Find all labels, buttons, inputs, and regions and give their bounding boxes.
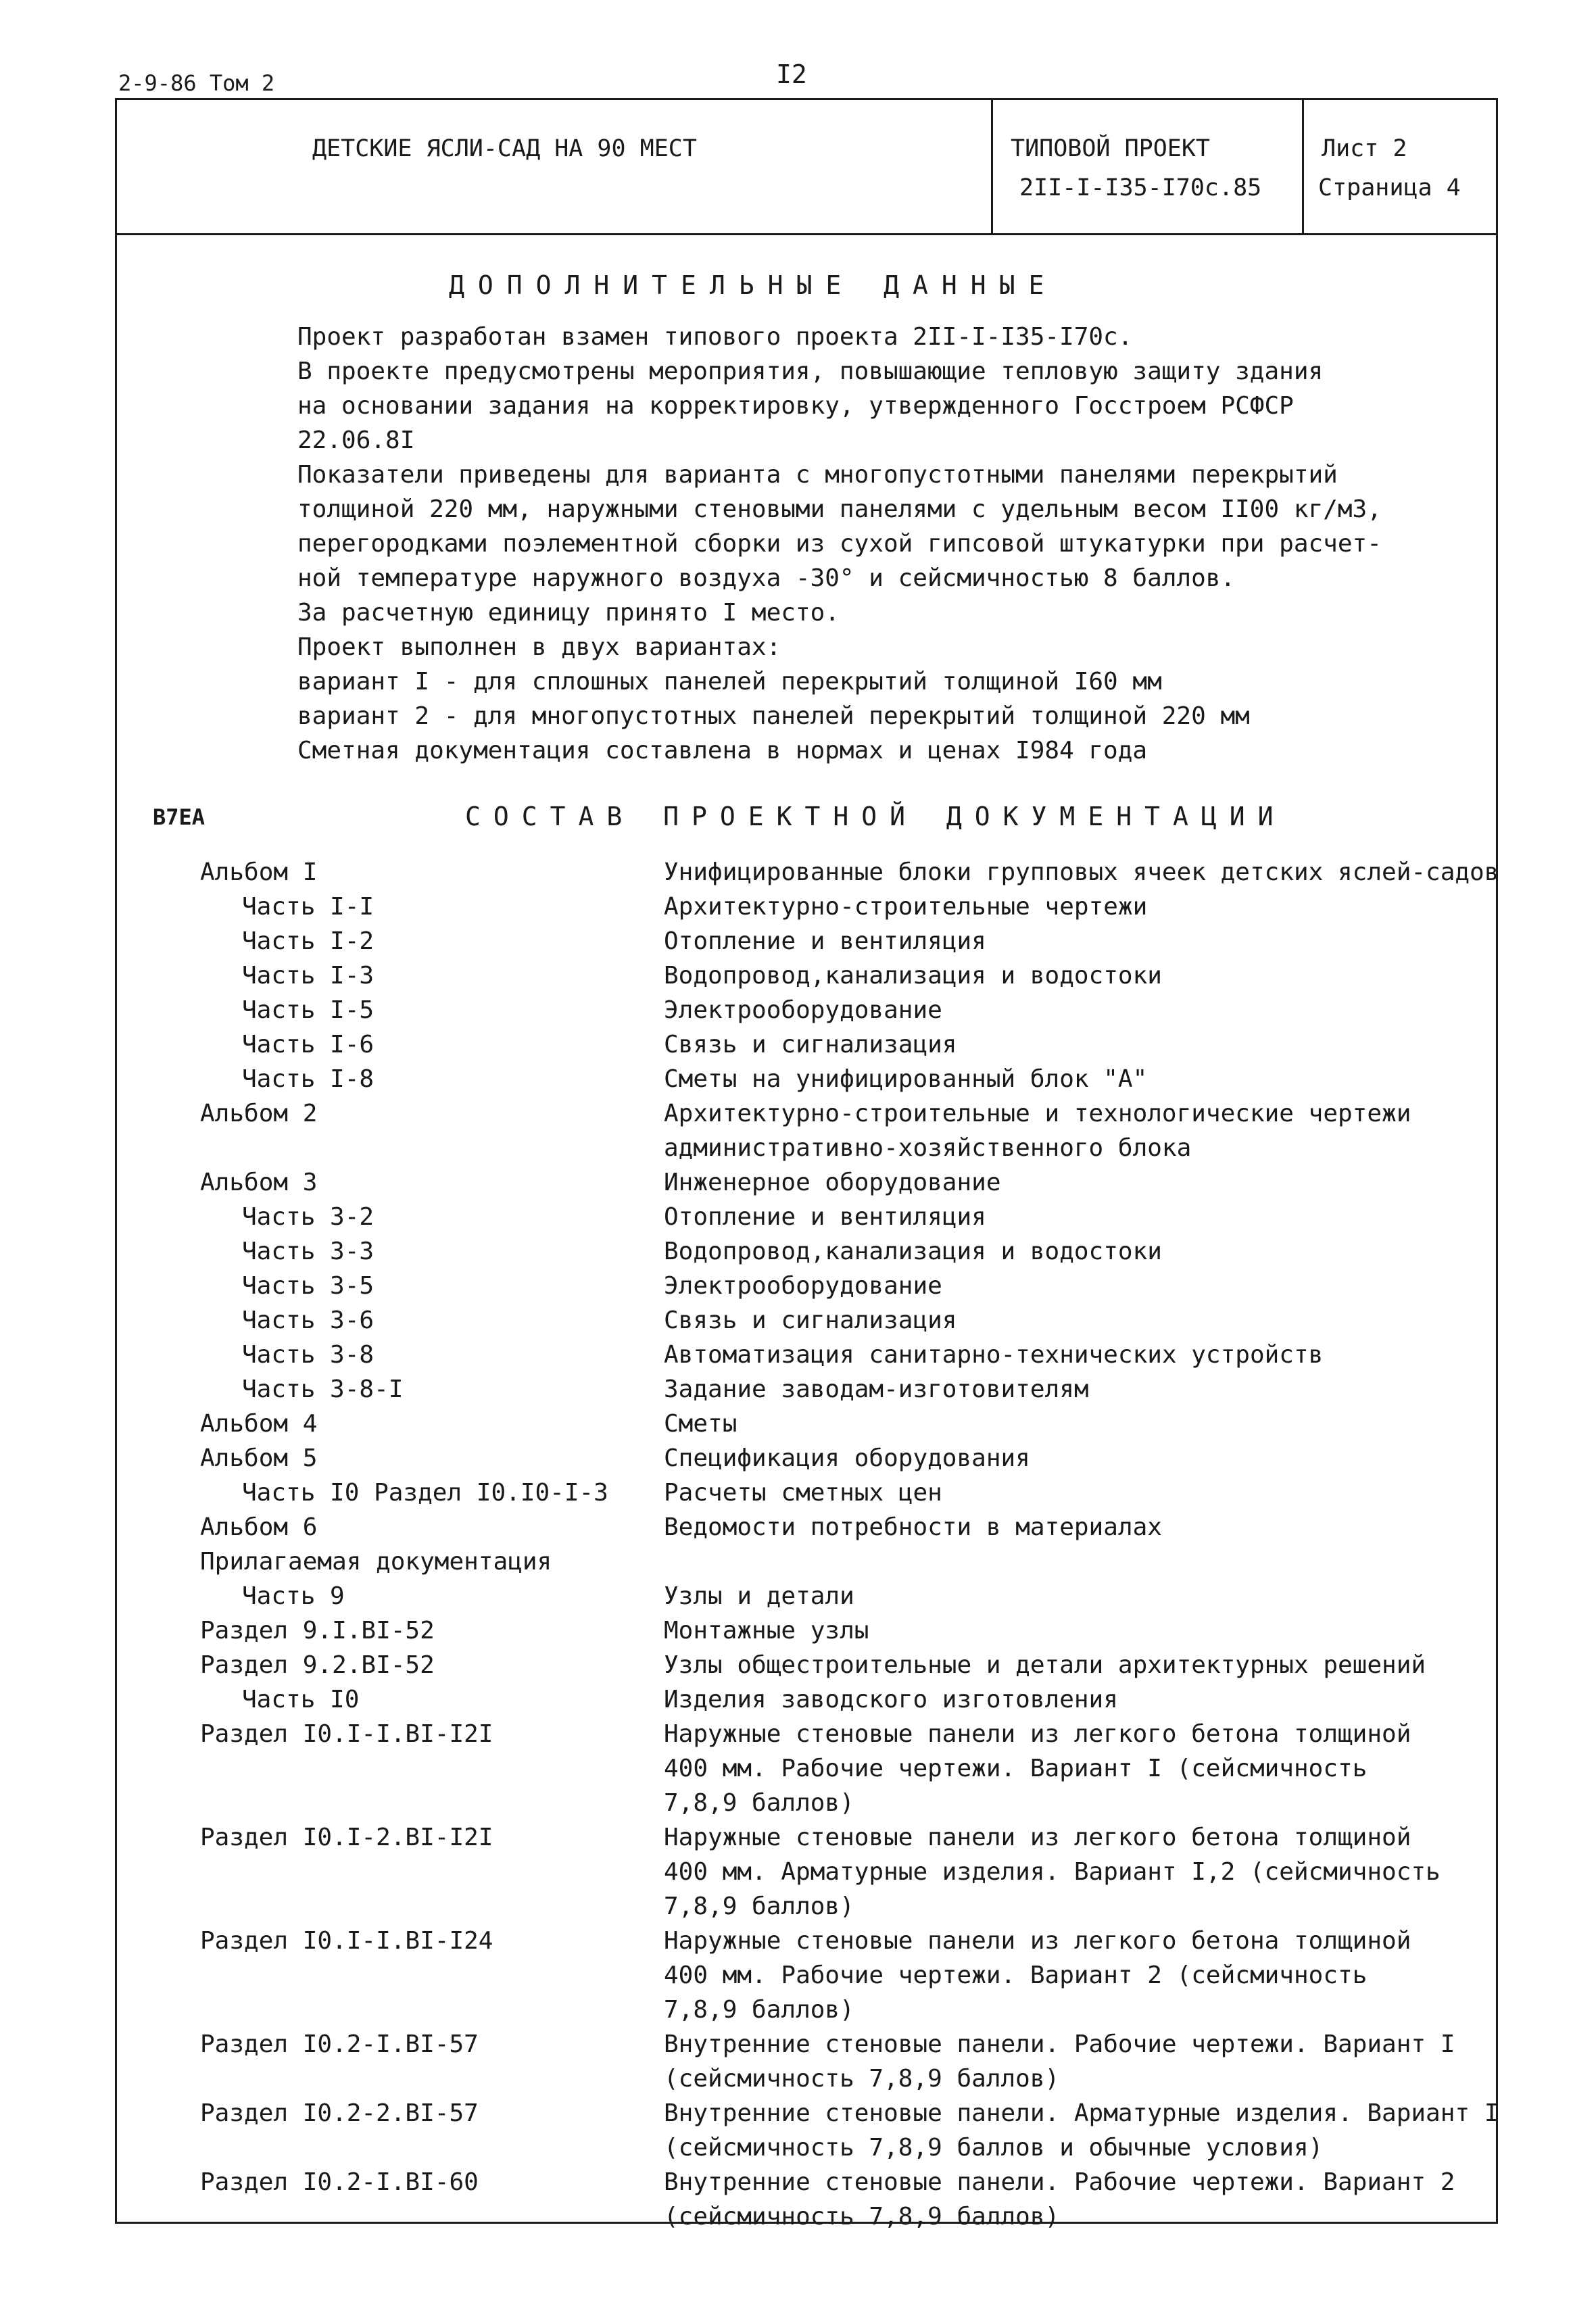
composition-row [0, 1682, 1596, 1717]
composition-item-code: Альбом I [200, 858, 318, 886]
composition-item-code: Раздел I0.I-2.BI-I2I [200, 1824, 493, 1851]
composition-item-description: Расчеты сметных цен [664, 1479, 942, 1507]
additional-data-line: на основании задания на корректировку, утвержденного Госстроем РСФСР [297, 392, 1294, 420]
composition-item-description: Внутренние стеновые панели. Рабочие чертежи. Вариант I [664, 2030, 1455, 2058]
composition-item-code: Часть 3-2 [242, 1203, 374, 1231]
additional-data-line: Сметная документация составлена в нормах и ценах I984 года [297, 737, 1148, 764]
composition-row [0, 1855, 1596, 1889]
composition-row [0, 1889, 1596, 1924]
composition-row [0, 1958, 1596, 1993]
composition-row [0, 1924, 1596, 1958]
composition-item-code: Часть I-2 [242, 927, 374, 955]
composition-row [0, 1441, 1596, 1476]
composition-row [0, 2096, 1596, 2130]
composition-item-description: Инженерное оборудование [664, 1169, 1001, 1196]
header-divider [115, 233, 1498, 235]
composition-item-description: Сметы на унифицированный блок "А" [664, 1065, 1148, 1093]
composition-item-description: Отопление и вентиляция [664, 1203, 986, 1231]
composition-item-code: Прилагаемая документация [200, 1548, 552, 1576]
header-col-divider-1 [991, 98, 993, 235]
additional-data-line: вариант 2 - для многопустотных панелей перекрытий толщиной 220 мм [297, 702, 1250, 730]
composition-row [0, 1717, 1596, 1751]
composition-item-description: Архитектурно-строительные и технологические чертежи [664, 1100, 1411, 1127]
composition-item-description: Электрооборудование [664, 1272, 942, 1300]
composition-list [0, 855, 1596, 2234]
composition-item-description: (сейсмичность 7,8,9 баллов) [664, 2065, 1060, 2093]
composition-item-description: Водопровод,канализация и водостоки [664, 962, 1162, 990]
composition-item-code: Часть I0 Раздел I0.I0-I-3 [242, 1479, 608, 1507]
project-code: 2II-I-I35-I70с.85 [1019, 174, 1262, 201]
composition-item-code: Альбом 6 [200, 1513, 318, 1541]
composition-item-description: Связь и сигнализация [664, 1307, 957, 1334]
sheet-number: Лист 2 [1322, 135, 1407, 162]
composition-item-description: 400 мм. Рабочие чертежи. Вариант 2 (сейсмичность [664, 1961, 1368, 1989]
composition-item-description: Внутренние стеновые панели. Рабочие чертежи. Вариант 2 [664, 2168, 1455, 2196]
header-col-divider-2 [1302, 98, 1304, 235]
composition-item-description: Электрооборудование [664, 996, 942, 1024]
additional-data-line: ной температуре наружного воздуха -30° и сейсмичностью 8 баллов. [297, 564, 1236, 592]
additional-data-line: Проект выполнен в двух вариантах: [297, 633, 781, 661]
composition-item-description: Автоматизация санитарно-технических устройств [664, 1341, 1324, 1369]
composition-item-code: Часть I-3 [242, 962, 374, 990]
additional-data-text [297, 320, 1480, 768]
composition-item-code: Часть 9 [242, 1582, 345, 1610]
composition-item-code: Альбом 5 [200, 1444, 318, 1472]
composition-item-code: Часть I-8 [242, 1065, 374, 1093]
composition-row [0, 1407, 1596, 1441]
composition-item-description: Монтажные узлы [664, 1617, 869, 1644]
composition-item-description: Задание заводам-изготовителям [664, 1375, 1089, 1403]
composition-row [0, 1234, 1596, 1269]
composition-item-description: (сейсмичность 7,8,9 баллов и обычные условия) [664, 2134, 1324, 2162]
composition-row [0, 1303, 1596, 1338]
additional-data-heading: ДОПОЛНИТЕЛЬНЫЕ ДАННЫЕ [449, 270, 1058, 300]
composition-item-code: Раздел I0.2-I.BI-60 [200, 2168, 479, 2196]
composition-row [0, 1751, 1596, 1786]
page-number: I2 [776, 59, 807, 89]
composition-item-code: Раздел I0.2-I.BI-57 [200, 2030, 479, 2058]
composition-row [0, 2130, 1596, 2165]
composition-item-code: Часть I-6 [242, 1031, 374, 1058]
composition-item-description: Связь и сигнализация [664, 1031, 957, 1058]
composition-row [0, 924, 1596, 958]
composition-item-description: Наружные стеновые панели из легкого бетона толщиной [664, 1824, 1411, 1851]
document-title: ДЕТСКИЕ ЯСЛИ-САД НА 90 МЕСТ [312, 135, 697, 162]
composition-row [0, 1613, 1596, 1648]
composition-item-code: Альбом 2 [200, 1100, 318, 1127]
additional-data-line: За расчетную единицу принято I место. [297, 599, 840, 627]
document-series-label: 2-9-86 Том 2 [118, 70, 275, 96]
composition-row [0, 1476, 1596, 1510]
composition-row [0, 1062, 1596, 1096]
composition-row [0, 1648, 1596, 1682]
composition-row [0, 1372, 1596, 1407]
composition-item-code: Часть 3-8 [242, 1341, 374, 1369]
composition-row [0, 1131, 1596, 1165]
composition-item-description: Узлы и детали [664, 1582, 854, 1610]
composition-row [0, 2062, 1596, 2096]
composition-row [0, 1200, 1596, 1234]
composition-item-description: Архитектурно-строительные чертежи [664, 893, 1148, 921]
composition-item-code: Раздел I0.2-2.BI-57 [200, 2099, 479, 2127]
composition-item-code: Раздел I0.I-I.BI-I2I [200, 1720, 493, 1748]
composition-row [0, 890, 1596, 924]
composition-item-description: 7,8,9 баллов) [664, 1893, 854, 1920]
composition-row [0, 1820, 1596, 1855]
composition-item-code: Часть 3-8-I [242, 1375, 404, 1403]
composition-item-description: 400 мм. Арматурные изделия. Вариант I,2 (сейсмичность [664, 1858, 1441, 1886]
composition-row [0, 1165, 1596, 1200]
additional-data-line: толщиной 220 мм, наружными стеновыми панелями с удельным весом II00 кг/м3, [297, 495, 1382, 523]
composition-row [0, 855, 1596, 890]
composition-item-code: Раздел I0.I-I.BI-I24 [200, 1927, 493, 1955]
composition-item-code: Раздел 9.2.BI-52 [200, 1651, 435, 1679]
composition-row [0, 1096, 1596, 1131]
additional-data-line: Показатели приведены для варианта с многопустотными панелями перекрытий [297, 461, 1338, 489]
additional-data-line: Проект разработан взамен типового проекта 2II-I-I35-I70с. [297, 323, 1133, 351]
archive-stamp: B7EA [153, 804, 205, 830]
composition-heading: СОСТАВ ПРОЕКТНОЙ ДОКУМЕНТАЦИИ [465, 802, 1286, 831]
composition-item-code: Часть 3-5 [242, 1272, 374, 1300]
additional-data-line: В проекте предусмотрены мероприятия, повышающие тепловую защиту здания [297, 358, 1324, 385]
additional-data-line: вариант I - для сплошных панелей перекрытий толщиной I60 мм [297, 668, 1162, 696]
composition-item-code: Альбом 3 [200, 1169, 318, 1196]
composition-row [0, 1269, 1596, 1303]
composition-item-code: Часть I-I [242, 893, 374, 921]
project-label: ТИПОВОЙ ПРОЕКТ [1011, 135, 1211, 162]
composition-item-description: Узлы общестроительные и детали архитектурных решений [664, 1651, 1426, 1679]
composition-item-description: Водопровод,канализация и водостоки [664, 1238, 1162, 1265]
composition-item-description: Наружные стеновые панели из легкого бетона толщиной [664, 1927, 1411, 1955]
composition-item-description: Наружные стеновые панели из легкого бетона толщиной [664, 1720, 1411, 1748]
composition-row [0, 958, 1596, 993]
composition-row [0, 1338, 1596, 1372]
composition-item-description: Внутренние стеновые панели. Арматурные изделия. Вариант I [664, 2099, 1499, 2127]
composition-item-description: административно-хозяйственного блока [664, 1134, 1192, 1162]
composition-item-code: Раздел 9.I.BI-52 [200, 1617, 435, 1644]
composition-item-description: (сейсмичность 7,8,9 баллов) [664, 2203, 1060, 2231]
composition-row [0, 2199, 1596, 2234]
composition-row [0, 1993, 1596, 2027]
composition-item-description: Изделия заводского изготовления [664, 1686, 1118, 1713]
composition-item-code: Часть 3-6 [242, 1307, 374, 1334]
composition-item-code: Часть I-5 [242, 996, 374, 1024]
composition-item-description: Отопление и вентиляция [664, 927, 986, 955]
composition-item-description: 400 мм. Рабочие чертежи. Вариант I (сейсмичность [664, 1755, 1368, 1782]
sheet-page: Страница 4 [1318, 174, 1461, 201]
composition-row [0, 1544, 1596, 1579]
composition-item-description: Сметы [664, 1410, 737, 1438]
composition-row [0, 993, 1596, 1027]
composition-row [0, 1027, 1596, 1062]
additional-data-line: 22.06.8I [297, 427, 415, 454]
composition-item-description: Унифицированные блоки групповых ячеек детских яслей-садов [664, 858, 1499, 886]
composition-item-description: 7,8,9 баллов) [664, 1789, 854, 1817]
composition-item-code: Альбом 4 [200, 1410, 318, 1438]
composition-item-code: Часть I0 [242, 1686, 360, 1713]
composition-row [0, 2027, 1596, 2062]
composition-item-description: 7,8,9 баллов) [664, 1996, 854, 2024]
composition-item-code: Часть 3-3 [242, 1238, 374, 1265]
composition-row [0, 1510, 1596, 1544]
composition-item-description: Спецификация оборудования [664, 1444, 1030, 1472]
composition-item-description: Ведомости потребности в материалах [664, 1513, 1162, 1541]
composition-row [0, 1579, 1596, 1613]
additional-data-line: перегородками поэлементной сборки из сухой гипсовой штукатурки при расчет- [297, 530, 1382, 558]
composition-row [0, 1786, 1596, 1820]
composition-row [0, 2165, 1596, 2199]
